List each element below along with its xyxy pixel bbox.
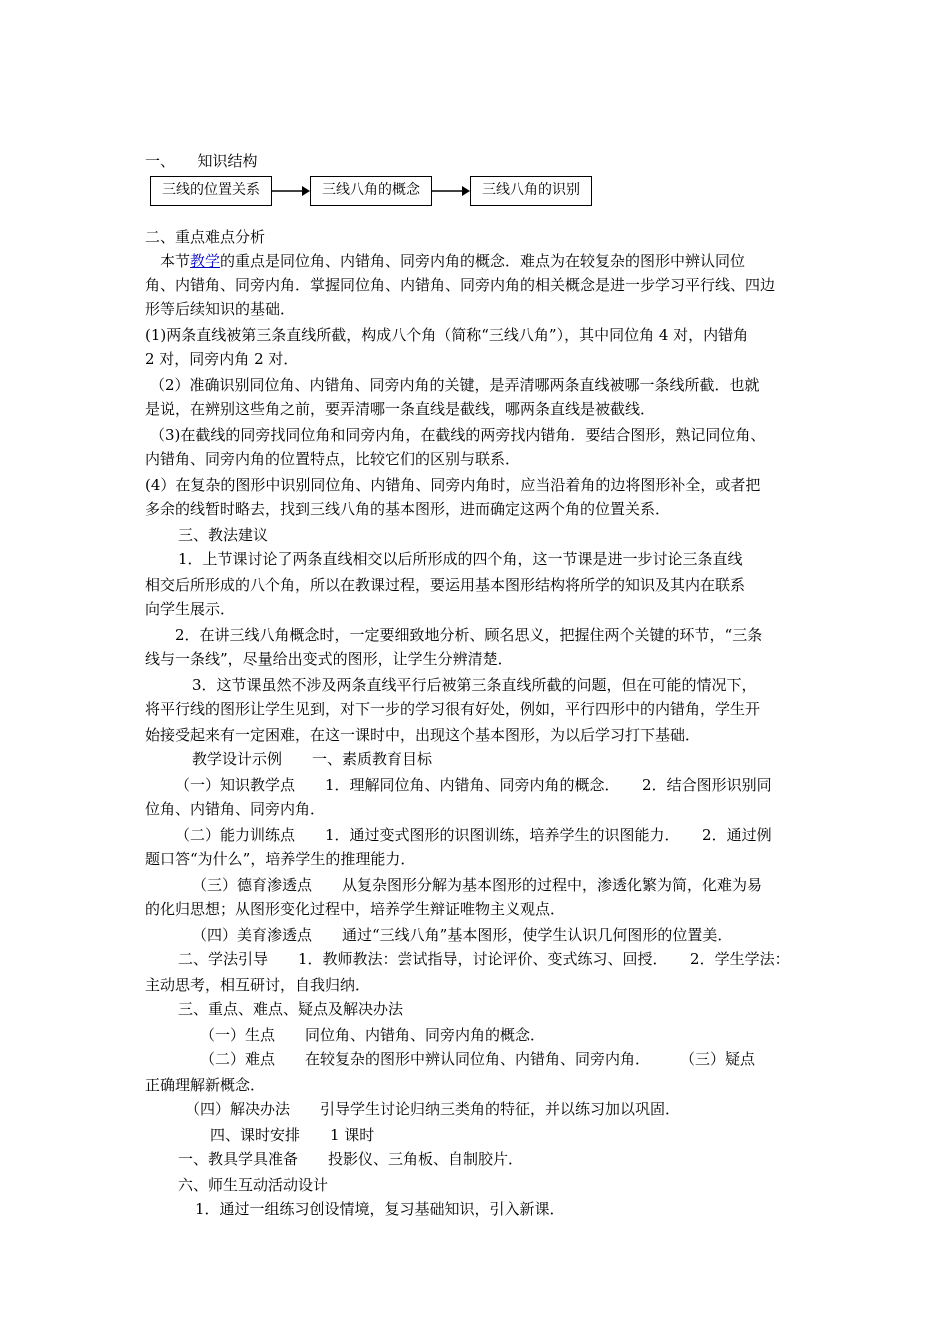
- design-example-heading: 教学设计示例 一、素质教育目标: [192, 750, 433, 768]
- paragraph-line: 正确理解新概念．: [145, 1076, 266, 1094]
- paragraph-line: 线与一条线”，尽量给出变式的图形，让学生分辨清楚．: [145, 650, 513, 668]
- paragraph-line: 题口答“为什么”，培养学生的推理能力．: [145, 850, 416, 868]
- flow-arrow-2: [432, 176, 470, 206]
- paragraph-line: （一）生点 同位角、内错角、同旁内角的概念．: [200, 1026, 546, 1044]
- paragraph-line: 六、师生互动活动设计: [178, 1176, 329, 1194]
- flow-box-concept: 三线八角的概念: [310, 176, 432, 206]
- paragraph-line: （2）准确识别同位角、内错角、同旁内角的关键，是弄清哪两条直线被哪一条线所截．也就: [150, 376, 760, 394]
- paragraph-line: 三、重点、难点、疑点及解决办法: [178, 1000, 404, 1018]
- flow-box-identification: 三线八角的识别: [470, 176, 592, 206]
- paragraph-line: 本节教学的重点是同位角、内错角、同旁内角的概念．难点为在较复杂的图形中辨认同位: [145, 252, 746, 270]
- paragraph-line: 多余的线暂时略去，找到三线八角的基本图形，进而确定这两个角的位置关系．: [145, 500, 671, 518]
- paragraph-line: 2．在讲三线八角概念时，一定要细致地分析、顾名思义，把握住两个关键的环节，“三条: [175, 626, 763, 644]
- paragraph-line: 位角、内错角、同旁内角．: [145, 800, 326, 818]
- paragraph-line: 相交后所形成的八个角，所以在教课过程，要运用基本图形结构将所学的知识及其内在联系: [145, 576, 746, 594]
- paragraph-line: 始接受起来有一定困难，在这一课时中，出现这个基本图形，为以后学习打下基础．: [145, 726, 701, 744]
- paragraph-line: 1．上节课讨论了两条直线相交以后所形成的四个角，这一节课是进一步讨论三条直线: [178, 550, 743, 568]
- paragraph-line: (1)两条直线被第三条直线所截，构成八个角（简称“三线八角”），其中同位角 4 对，内错角: [145, 326, 749, 344]
- paragraph-line: 2 对，同旁内角 2 对．: [145, 350, 299, 368]
- paragraph-line: （一）知识教学点 1．理解同位角、内错角、同旁内角的概念． 2．结合图形识别同: [175, 776, 772, 794]
- section-heading-knowledge: 一、 知识结构: [145, 152, 258, 170]
- flow-arrow-1: [272, 176, 310, 206]
- section-heading-teaching-suggestions: 三、教法建议: [178, 526, 269, 544]
- paragraph-line: （四）解决办法 引导学生讨论归纳三类角的特征，并以练习加以巩固．: [185, 1100, 681, 1118]
- paragraph-line: （3)在截线的同旁找同位角和同旁内角，在截线的两旁找内错角．要结合图形，熟记同位角、: [150, 426, 766, 444]
- paragraph-line: （二）能力训练点 1．通过变式图形的识图训练，培养学生的识图能力． 2．通过例: [175, 826, 772, 844]
- paragraph-line: 形等后续知识的基础．: [145, 300, 296, 318]
- paragraph-line: 3．这节课虽然不涉及两条直线平行后被第三条直线所截的问题，但在可能的情况下，: [192, 676, 757, 694]
- flow-box-position-relation: 三线的位置关系: [150, 176, 272, 206]
- paragraph-line: 二、学法引导 1．教师教法：尝试指导，讨论评价、变式练习、回授． 2．学生学法：: [178, 950, 790, 968]
- paragraph-line: 是说，在辨别这些角之前，要弄清哪一条直线是截线，哪两条直线是被截线．: [145, 400, 656, 418]
- paragraph-line: 内错角、同旁内角的位置特点，比较它们的区别与联系．: [145, 450, 521, 468]
- paragraph-line: 1．通过一组练习创设情境，复习基础知识，引入新课．: [195, 1200, 565, 1218]
- paragraph-line: 向学生展示．: [145, 600, 236, 618]
- paragraph-line: (4）在复杂的图形中识别同位角、内错角、同旁内角时，应当沿着角的边将图形补全，或者把: [145, 476, 761, 494]
- paragraph-line: 四、课时安排 1 课时: [210, 1126, 375, 1144]
- paragraph-line: 角、内错角、同旁内角．掌握同位角、内错角、同旁内角的相关概念是进一步学习平行线、四边: [145, 276, 776, 294]
- paragraph-line: 一、教具学具准备 投影仪、三角板、自制胶片．: [178, 1150, 524, 1168]
- paragraph-line: （四）美育渗透点 通过“三线八角”基本图形，使学生认识几何图形的位置美．: [192, 926, 733, 944]
- paragraph-line: 将平行线的图形让学生见到，对下一步的学习很有好处，例如，平行四形中的内错角，学生开: [145, 700, 761, 718]
- section-heading-key-points: 二、重点难点分析: [145, 228, 266, 246]
- paragraph-line: 主动思考，相互研讨，自我归纳．: [145, 976, 371, 994]
- paragraph-line: 的化归思想；从图形变化过程中，培养学生辩证唯物主义观点．: [145, 900, 566, 918]
- link-teaching[interactable]: 教学: [190, 252, 221, 270]
- knowledge-flowchart: [150, 176, 592, 208]
- paragraph-line: （二）难点 在较复杂的图形中辨认同位角、内错角、同旁内角． （三）疑点: [200, 1050, 756, 1068]
- paragraph-line: （三）德育渗透点 从复杂图形分解为基本图形的过程中，渗透化繁为简，化难为易: [192, 876, 763, 894]
